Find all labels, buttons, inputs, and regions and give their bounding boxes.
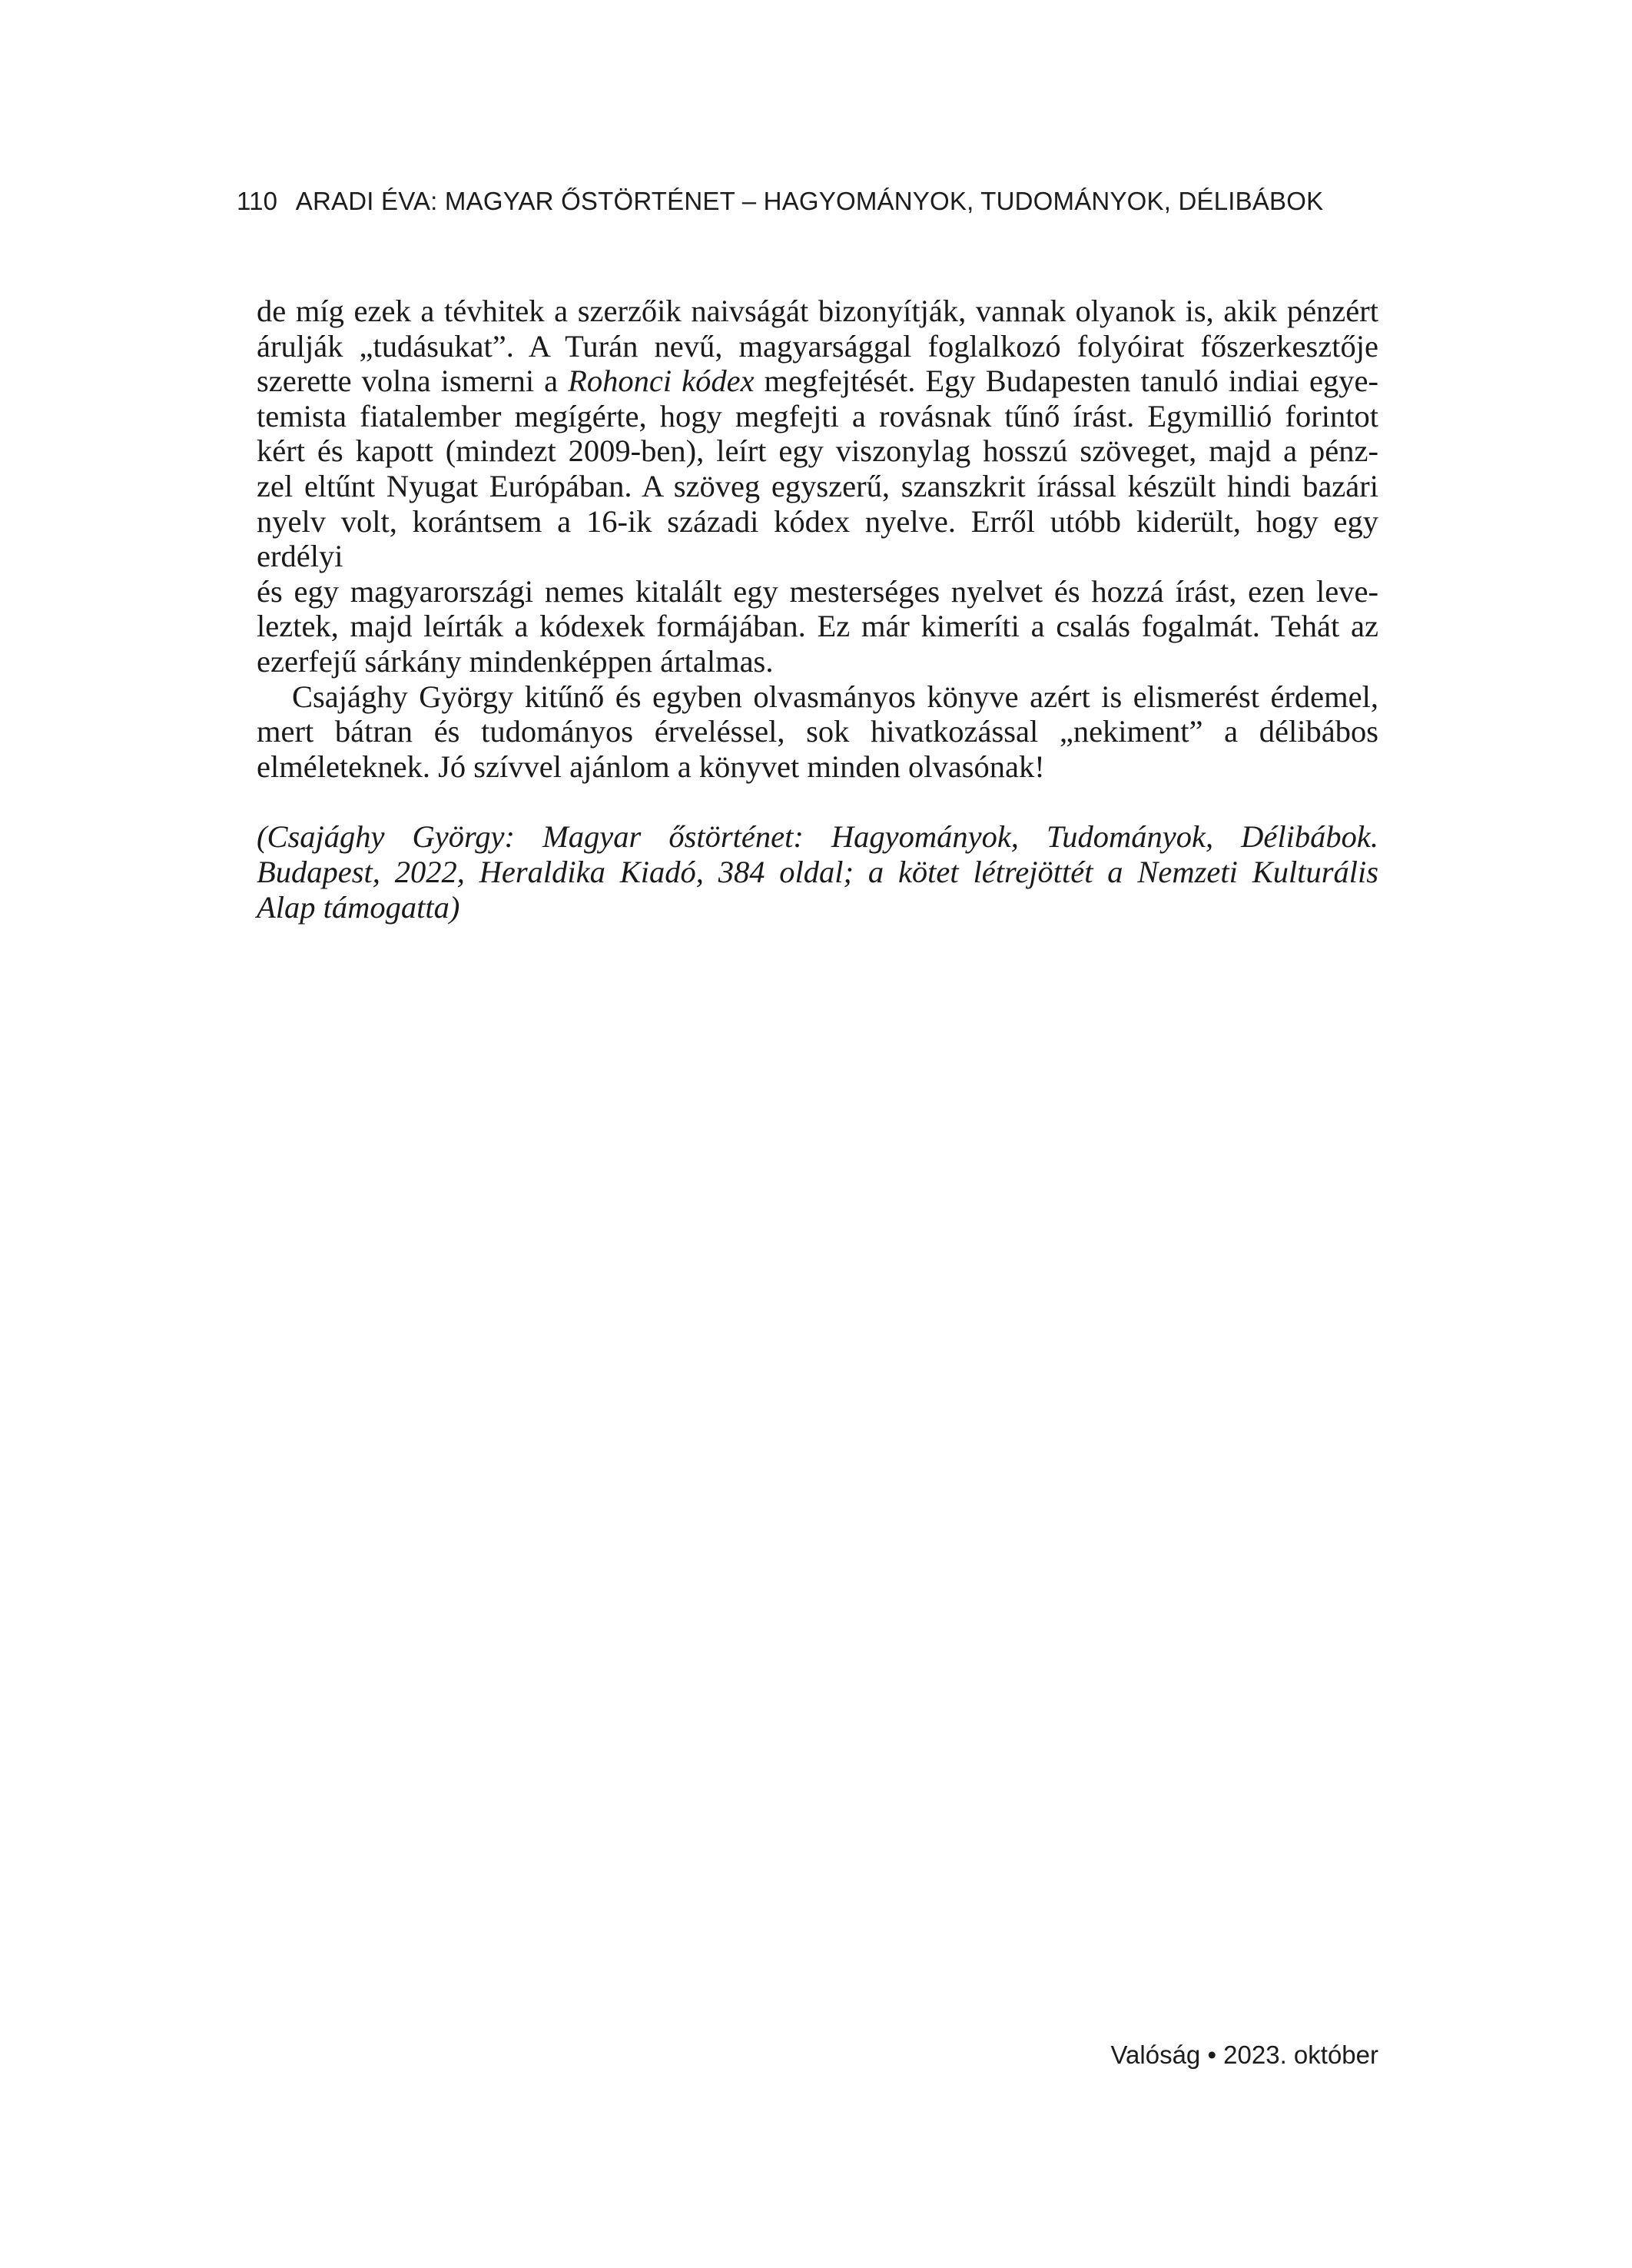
text-line: nyelv volt, korántsem a 16-ik századi kódex nyelve. Erről utóbb kiderült, hogy egy erdélyi	[257, 503, 1378, 574]
text-line: zel eltűnt Nyugat Európában. A szöveg egyszerű, szanszkrit írással készült hindi bazári	[257, 468, 1378, 503]
article-body	[257, 294, 1378, 925]
text-line: és egy magyarországi nemes kitalált egy mesterséges nyelvet és hozzá írást, ezen leve-	[257, 573, 1378, 609]
text-line: (Csajághy György: Magyar őstörténet: Hagyományok, Tudományok, Délibábok.	[257, 819, 1378, 855]
text-line: mert bátran és tudományos érveléssel, sok hivatkozással „nekiment” a délibábos	[257, 714, 1378, 749]
text-line: ezerfejű sárkány mindenképpen ártalmas.	[257, 643, 774, 679]
text-fragment: megfejtését. Egy Budapesten tanuló indiai egye-	[754, 364, 1378, 399]
text-line: kért és kapott (mindezt 2009-ben), leírt egy viszonylag hosszú szöveget, majd a pénz-	[257, 433, 1378, 469]
text-line: árulják „tudásukat”. A Turán nevű, magyarsággal foglalkozó folyóirat főszerkesztője	[257, 328, 1378, 364]
text-line	[257, 364, 1378, 399]
running-header	[237, 187, 1389, 216]
text-line: Budapest, 2022, Heraldika Kiadó, 384 oldal; a kötet létrejöttét a Nemzeti Kulturális	[257, 854, 1378, 889]
text-fragment: szerette volna ismerni a	[257, 364, 569, 399]
running-title: ARADI ÉVA: MAGYAR ŐSTÖRTÉNET – HAGYOMÁNYOK, TUDOMÁNYOK, DÉLIBÁBOK	[295, 187, 1324, 215]
paragraph-1	[257, 294, 1378, 679]
page-footer: Valóság • 2023. október	[1110, 2041, 1378, 2069]
text-line: temista fiatalember megígérte, hogy megfejti a rovásnak tűnő írást. Egymillió forintot	[257, 398, 1378, 433]
page-number: 110	[237, 187, 278, 215]
book-citation	[257, 819, 1378, 925]
text-line: Csajághy György kitűnő és egyben olvasmányos könyve azért is elismerést érdemel,	[292, 679, 1378, 714]
text-line: de míg ezek a tévhitek a szerzőik naivságát bizonyítják, vannak olyanok is, akik pénzért	[257, 294, 1378, 328]
paragraph-2	[257, 679, 1378, 785]
text-line: leztek, majd leírták a kódexek formájában. Ez már kimeríti a csalás fogalmát. Tehát az	[257, 609, 1378, 644]
text-line: Alap támogatta)	[257, 889, 460, 925]
italic-book-title: Rohonci kódex	[568, 364, 755, 399]
text-line: elméleteknek. Jó szívvel ajánlom a könyvet minden olvasónak!	[257, 749, 1045, 784]
